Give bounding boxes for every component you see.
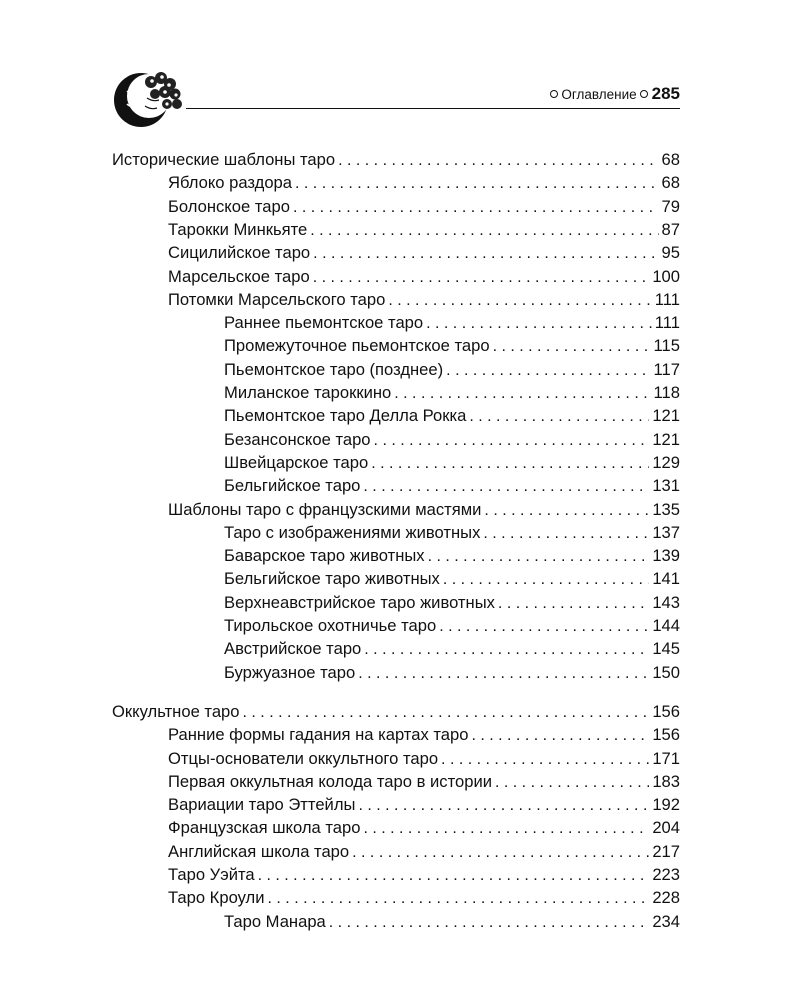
dot-leader <box>352 841 649 864</box>
dot-leader <box>428 545 650 568</box>
dot-leader <box>363 817 649 840</box>
toc-entry-title: Оккультное таро <box>112 701 240 721</box>
dot-leader <box>426 312 652 335</box>
dot-leader <box>498 592 649 615</box>
toc-entry-page: 228 <box>652 888 680 908</box>
toc-entry[interactable] <box>168 747 680 770</box>
toc-entry-page: 141 <box>652 569 680 589</box>
toc-entry-title: Баварское таро животных <box>224 546 425 566</box>
toc-entry-page: 143 <box>652 592 680 612</box>
toc-entry-title: Безансонское таро <box>224 429 371 449</box>
running-head <box>547 84 680 104</box>
dot-leader <box>493 335 651 358</box>
toc-entry-title: Сицилийское таро <box>168 243 311 263</box>
toc-entry-title: Исторические шаблоны таро <box>112 150 336 169</box>
header-rule <box>186 108 680 109</box>
toc-entry-title: Таро Кроули <box>168 888 265 908</box>
toc-entry-title: Шаблоны таро с французскими мастями <box>168 499 482 519</box>
dot-leader <box>310 219 658 242</box>
dot-leader <box>293 196 659 219</box>
toc-entry-page: 121 <box>652 429 680 449</box>
toc-entry-title: Промежуточное пьемонтское таро <box>224 336 490 356</box>
toc-entry-title: Миланское тароккино <box>224 383 392 402</box>
toc-entry-page: 145 <box>652 639 680 659</box>
toc-entry-page: 121 <box>652 406 680 426</box>
toc-entry-page: 192 <box>652 795 680 815</box>
toc-entry[interactable] <box>224 381 680 404</box>
dot-leader <box>371 452 649 475</box>
toc-entry-title: Раннее пьемонтское таро <box>224 313 424 333</box>
toc-entry-page: 135 <box>652 499 680 519</box>
toc-entry-page: 87 <box>661 219 680 239</box>
toc-entry-title: Тирольское охотничье таро <box>224 616 437 635</box>
page-number: 285 <box>651 84 680 103</box>
dot-leader <box>364 638 649 661</box>
toc-entry[interactable] <box>112 700 680 723</box>
toc-entry-title: Австрийское таро <box>224 639 362 659</box>
toc-entry-page: 217 <box>652 841 680 861</box>
dot-leader <box>258 864 650 887</box>
toc-entry-page: 144 <box>652 616 680 635</box>
toc-entry-title: Швейцарское таро <box>224 452 369 472</box>
toc-entry-page: 100 <box>652 266 680 286</box>
toc-entry-title: Болонское таро <box>168 196 290 216</box>
toc-entry-page: 204 <box>652 818 680 838</box>
toc-entry[interactable] <box>168 218 680 241</box>
toc-entry[interactable] <box>168 195 680 218</box>
toc-entry-page: 156 <box>652 701 680 721</box>
toc-entry-title: Марсельское таро <box>168 266 310 286</box>
bullet-icon <box>550 90 558 98</box>
toc-entry-page: 234 <box>652 911 680 931</box>
toc-entry[interactable] <box>168 863 680 886</box>
toc-entry-title: Пьемонтское таро Делла Рокка <box>224 406 467 426</box>
toc-entry-page: 139 <box>652 546 680 566</box>
dot-leader <box>446 359 650 382</box>
toc-entry-page: 129 <box>652 452 680 472</box>
moon-face-logo-icon <box>107 62 191 136</box>
toc-entry[interactable] <box>168 816 680 839</box>
toc-entry-page: 68 <box>661 173 680 193</box>
toc-entry-title: Французская школа таро <box>168 818 361 838</box>
toc-entry[interactable] <box>224 614 680 637</box>
toc-entry[interactable] <box>168 886 680 909</box>
toc-entry[interactable] <box>224 637 680 660</box>
toc-entry-title: Бельгийское таро <box>224 476 361 496</box>
toc-entry-page: 68 <box>661 150 680 169</box>
toc-entry-page: 150 <box>652 662 680 682</box>
dot-leader <box>313 242 658 265</box>
toc-entry[interactable] <box>168 793 680 816</box>
toc-entry[interactable] <box>168 840 680 863</box>
toc-entry-title: Пьемонтское таро (позднее) <box>224 359 444 379</box>
toc-entry[interactable] <box>224 428 680 451</box>
toc-entry-title: Первая оккультная колода таро в истории <box>168 771 492 791</box>
toc-entry[interactable] <box>168 770 680 793</box>
toc-entry[interactable] <box>224 451 680 474</box>
toc-entry[interactable] <box>224 591 680 614</box>
toc-entry-title: Английская школа таро <box>168 841 350 861</box>
toc-entry[interactable] <box>168 723 680 746</box>
toc-entry-title: Верхнеавстрийское таро животных <box>224 592 495 612</box>
toc-entry[interactable] <box>168 241 680 264</box>
dot-leader <box>338 149 658 172</box>
dot-leader <box>243 701 650 724</box>
toc-entry[interactable] <box>224 544 680 567</box>
toc-entry-page: 111 <box>654 289 680 309</box>
toc-entry-page: 118 <box>653 383 680 402</box>
toc-entry-page: 156 <box>652 725 680 745</box>
toc-entry[interactable] <box>224 910 680 933</box>
toc-entry-title: Ранние формы гадания на картах таро <box>168 725 469 745</box>
toc-entry-title: Бельгийское таро животных <box>224 569 440 589</box>
toc-entry[interactable] <box>224 661 680 684</box>
toc-entry-page: 183 <box>652 771 680 791</box>
toc-entry-title: Таро Манара <box>224 911 326 931</box>
dot-leader <box>483 522 649 545</box>
toc-entry-page: 95 <box>661 243 680 263</box>
toc-entry-page: 171 <box>652 748 680 768</box>
dot-leader <box>374 429 650 452</box>
dot-leader <box>388 289 651 312</box>
toc-entry[interactable] <box>224 404 680 427</box>
dot-leader <box>495 771 649 794</box>
toc-entry-page: 111 <box>654 313 680 333</box>
toc-entry-page: 131 <box>652 476 680 496</box>
toc-entry[interactable] <box>112 148 680 171</box>
dot-leader <box>469 405 649 428</box>
dot-leader <box>268 887 650 910</box>
bullet-icon <box>640 90 648 98</box>
toc-entry-page: 223 <box>652 865 680 884</box>
toc-entry[interactable] <box>168 498 680 521</box>
toc-entry-page: 115 <box>653 336 680 356</box>
toc-entry-title: Таро с изображениями животных <box>224 522 481 542</box>
toc-entry[interactable] <box>168 288 680 311</box>
toc-entry[interactable] <box>224 311 680 334</box>
dot-leader <box>471 724 649 747</box>
toc-entry[interactable] <box>224 474 680 497</box>
dot-leader <box>443 568 649 591</box>
toc-entry-title: Буржуазное таро <box>224 662 356 682</box>
dot-leader <box>358 662 649 685</box>
toc-entry-page: 137 <box>652 522 680 542</box>
dot-leader <box>313 266 650 289</box>
section-name: Оглавление <box>561 86 637 102</box>
toc-entry-page: 79 <box>661 196 680 216</box>
toc-entry-title: Таро Уэйта <box>168 865 255 884</box>
dot-leader <box>394 382 650 405</box>
toc-entry[interactable] <box>168 171 680 194</box>
toc-entry[interactable] <box>224 358 680 381</box>
toc-entry[interactable] <box>224 521 680 544</box>
dot-leader <box>329 911 650 934</box>
dot-leader <box>295 172 659 195</box>
toc-entry[interactable] <box>224 567 680 590</box>
toc-entry-title: Яблоко раздора <box>168 173 293 193</box>
toc-entry-title: Отцы-основатели оккультного таро <box>168 748 439 768</box>
dot-leader <box>441 748 649 771</box>
dot-leader <box>439 615 649 638</box>
toc-entry-title: Вариации таро Эттейлы <box>168 795 356 815</box>
toc-entry-title: Тарокки Минкьяте <box>168 219 308 239</box>
dot-leader <box>358 794 649 817</box>
dot-leader <box>484 499 649 522</box>
toc-entry-title: Потомки Марсельского таро <box>168 289 386 309</box>
toc-entry[interactable] <box>168 265 680 288</box>
dot-leader <box>363 475 649 498</box>
toc-entry[interactable] <box>224 334 680 357</box>
toc-entry-page: 117 <box>653 359 680 379</box>
